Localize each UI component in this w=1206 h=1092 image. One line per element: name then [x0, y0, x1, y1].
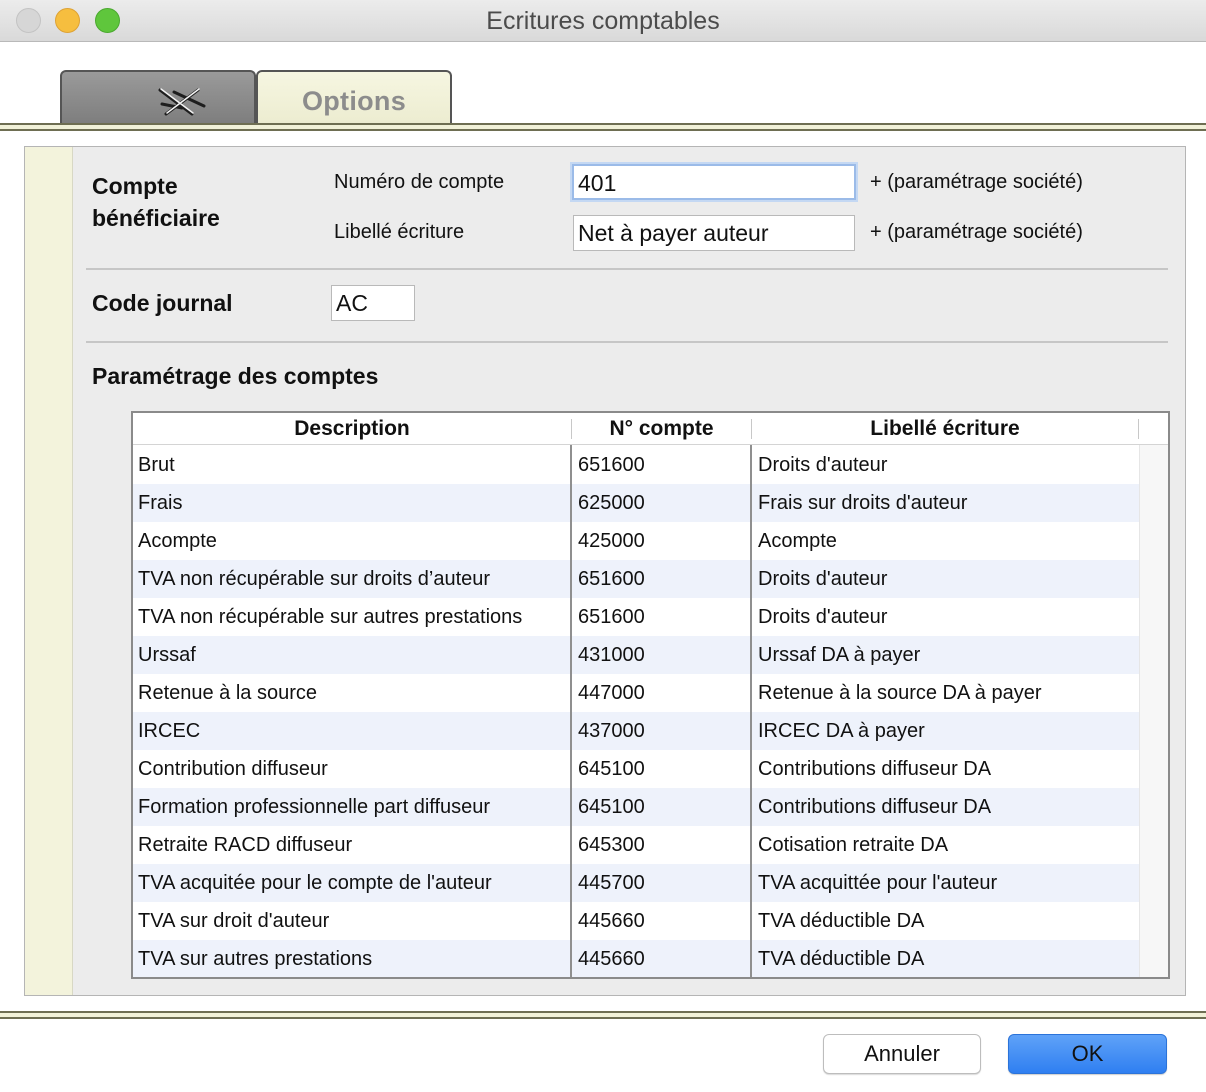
cell-entry-label: Contributions diffuseur DA	[758, 796, 992, 818]
cell-account-number: 437000	[578, 720, 645, 742]
cell-entry-label: Droits d'auteur	[758, 454, 888, 476]
table-row[interactable]	[133, 788, 1139, 826]
tab-options[interactable]	[256, 70, 452, 125]
window-title: Ecritures comptables	[486, 7, 720, 35]
tools-icon	[152, 84, 212, 125]
cell-description: Urssaf	[138, 644, 196, 666]
header-divider	[1138, 419, 1139, 439]
cell-account-number: 645100	[578, 758, 645, 780]
cell-entry-label: Acompte	[758, 530, 837, 552]
cell-account-number: 447000	[578, 682, 645, 704]
cell-entry-label: Droits d'auteur	[758, 606, 888, 628]
table-header	[133, 413, 1168, 445]
cell-description: Formation professionnelle part diffuseur	[138, 796, 491, 818]
cell-description: TVA sur droit d'auteur	[138, 910, 330, 932]
cell-account-number: 651600	[578, 568, 645, 590]
account-number-input[interactable]: 401	[572, 164, 856, 200]
column-header-description[interactable]: Description	[294, 417, 410, 440]
table-row[interactable]	[133, 826, 1139, 864]
separator	[86, 341, 1168, 343]
table-row[interactable]	[133, 674, 1139, 712]
account-number-hint: + (paramétrage société)	[870, 171, 1083, 193]
title-bar	[0, 0, 1206, 42]
cell-description: Retenue à la source	[138, 682, 318, 704]
tab-options-label: Options	[301, 86, 407, 116]
cell-entry-label: Droits d'auteur	[758, 568, 888, 590]
accounts-section-title: Paramétrage des comptes	[92, 363, 379, 389]
beneficiary-section-label: Compte bénéficiaire	[92, 173, 220, 231]
cell-entry-label: Cotisation retraite DA	[758, 834, 949, 856]
table-row[interactable]	[133, 864, 1139, 902]
tab-tools[interactable]	[60, 70, 256, 125]
cell-entry-label: TVA déductible DA	[758, 910, 925, 932]
cell-account-number: 651600	[578, 454, 645, 476]
table-row[interactable]	[133, 560, 1139, 598]
footer-divider	[0, 1011, 1206, 1019]
separator	[86, 268, 1168, 270]
cell-entry-label: IRCEC DA à payer	[758, 720, 925, 742]
table-row[interactable]	[133, 712, 1139, 750]
table-row[interactable]	[133, 484, 1139, 522]
column-header-entry-label[interactable]: Libellé écriture	[870, 417, 1020, 440]
panel-side-strip	[25, 147, 73, 995]
entry-label-input[interactable]: Net à payer auteur	[573, 215, 855, 251]
cell-entry-label: Retenue à la source DA à payer	[758, 682, 1042, 704]
column-divider	[570, 445, 572, 979]
table-row[interactable]	[133, 750, 1139, 788]
entry-label-label: Libellé écriture	[334, 221, 465, 243]
table-row[interactable]	[133, 636, 1139, 674]
cell-description: Contribution diffuseur	[138, 758, 328, 780]
table-scrollbar[interactable]	[1139, 445, 1168, 979]
cell-account-number: 445700	[578, 872, 645, 894]
cell-description: Frais	[138, 492, 183, 514]
tab-divider	[0, 123, 1206, 131]
cell-description: TVA non récupérable sur droits d’auteur	[138, 568, 491, 590]
cell-account-number: 431000	[578, 644, 645, 666]
table-row[interactable]	[133, 940, 1139, 978]
cell-account-number: 425000	[578, 530, 645, 552]
cell-entry-label: Frais sur droits d'auteur	[758, 492, 968, 514]
cell-entry-label: TVA déductible DA	[758, 948, 925, 970]
cell-description: TVA sur autres prestations	[138, 948, 373, 970]
cell-entry-label: Urssaf DA à payer	[758, 644, 921, 666]
ok-button[interactable]: OK	[1008, 1034, 1167, 1074]
cell-description: TVA acquitée pour le compte de l'auteur	[138, 872, 492, 894]
cell-description: Brut	[138, 454, 175, 476]
journal-code-label: Code journal	[92, 290, 233, 316]
cell-entry-label: Contributions diffuseur DA	[758, 758, 992, 780]
table-row[interactable]	[133, 522, 1139, 560]
table-row[interactable]	[133, 598, 1139, 636]
cell-description: IRCEC	[138, 720, 201, 742]
cancel-button[interactable]: Annuler	[823, 1034, 981, 1074]
column-divider	[750, 445, 752, 979]
table-row[interactable]	[133, 446, 1139, 484]
cell-description: Retraite RACD diffuseur	[138, 834, 353, 856]
cell-account-number: 625000	[578, 492, 645, 514]
cell-account-number: 645300	[578, 834, 645, 856]
accounts-table[interactable]	[131, 411, 1170, 979]
entry-label-hint: + (paramétrage société)	[870, 221, 1083, 243]
table-row[interactable]	[133, 902, 1139, 940]
cell-entry-label: TVA acquittée pour l'auteur	[758, 872, 998, 894]
cell-description: TVA non récupérable sur autres prestations	[138, 606, 523, 628]
cell-account-number: 445660	[578, 948, 645, 970]
cell-description: Acompte	[138, 530, 217, 552]
account-number-label: Numéro de compte	[334, 171, 505, 193]
column-header-account-number[interactable]: N° compte	[609, 417, 714, 440]
cell-account-number: 445660	[578, 910, 645, 932]
cell-account-number: 651600	[578, 606, 645, 628]
journal-code-input[interactable]: AC	[331, 285, 415, 321]
cell-account-number: 645100	[578, 796, 645, 818]
